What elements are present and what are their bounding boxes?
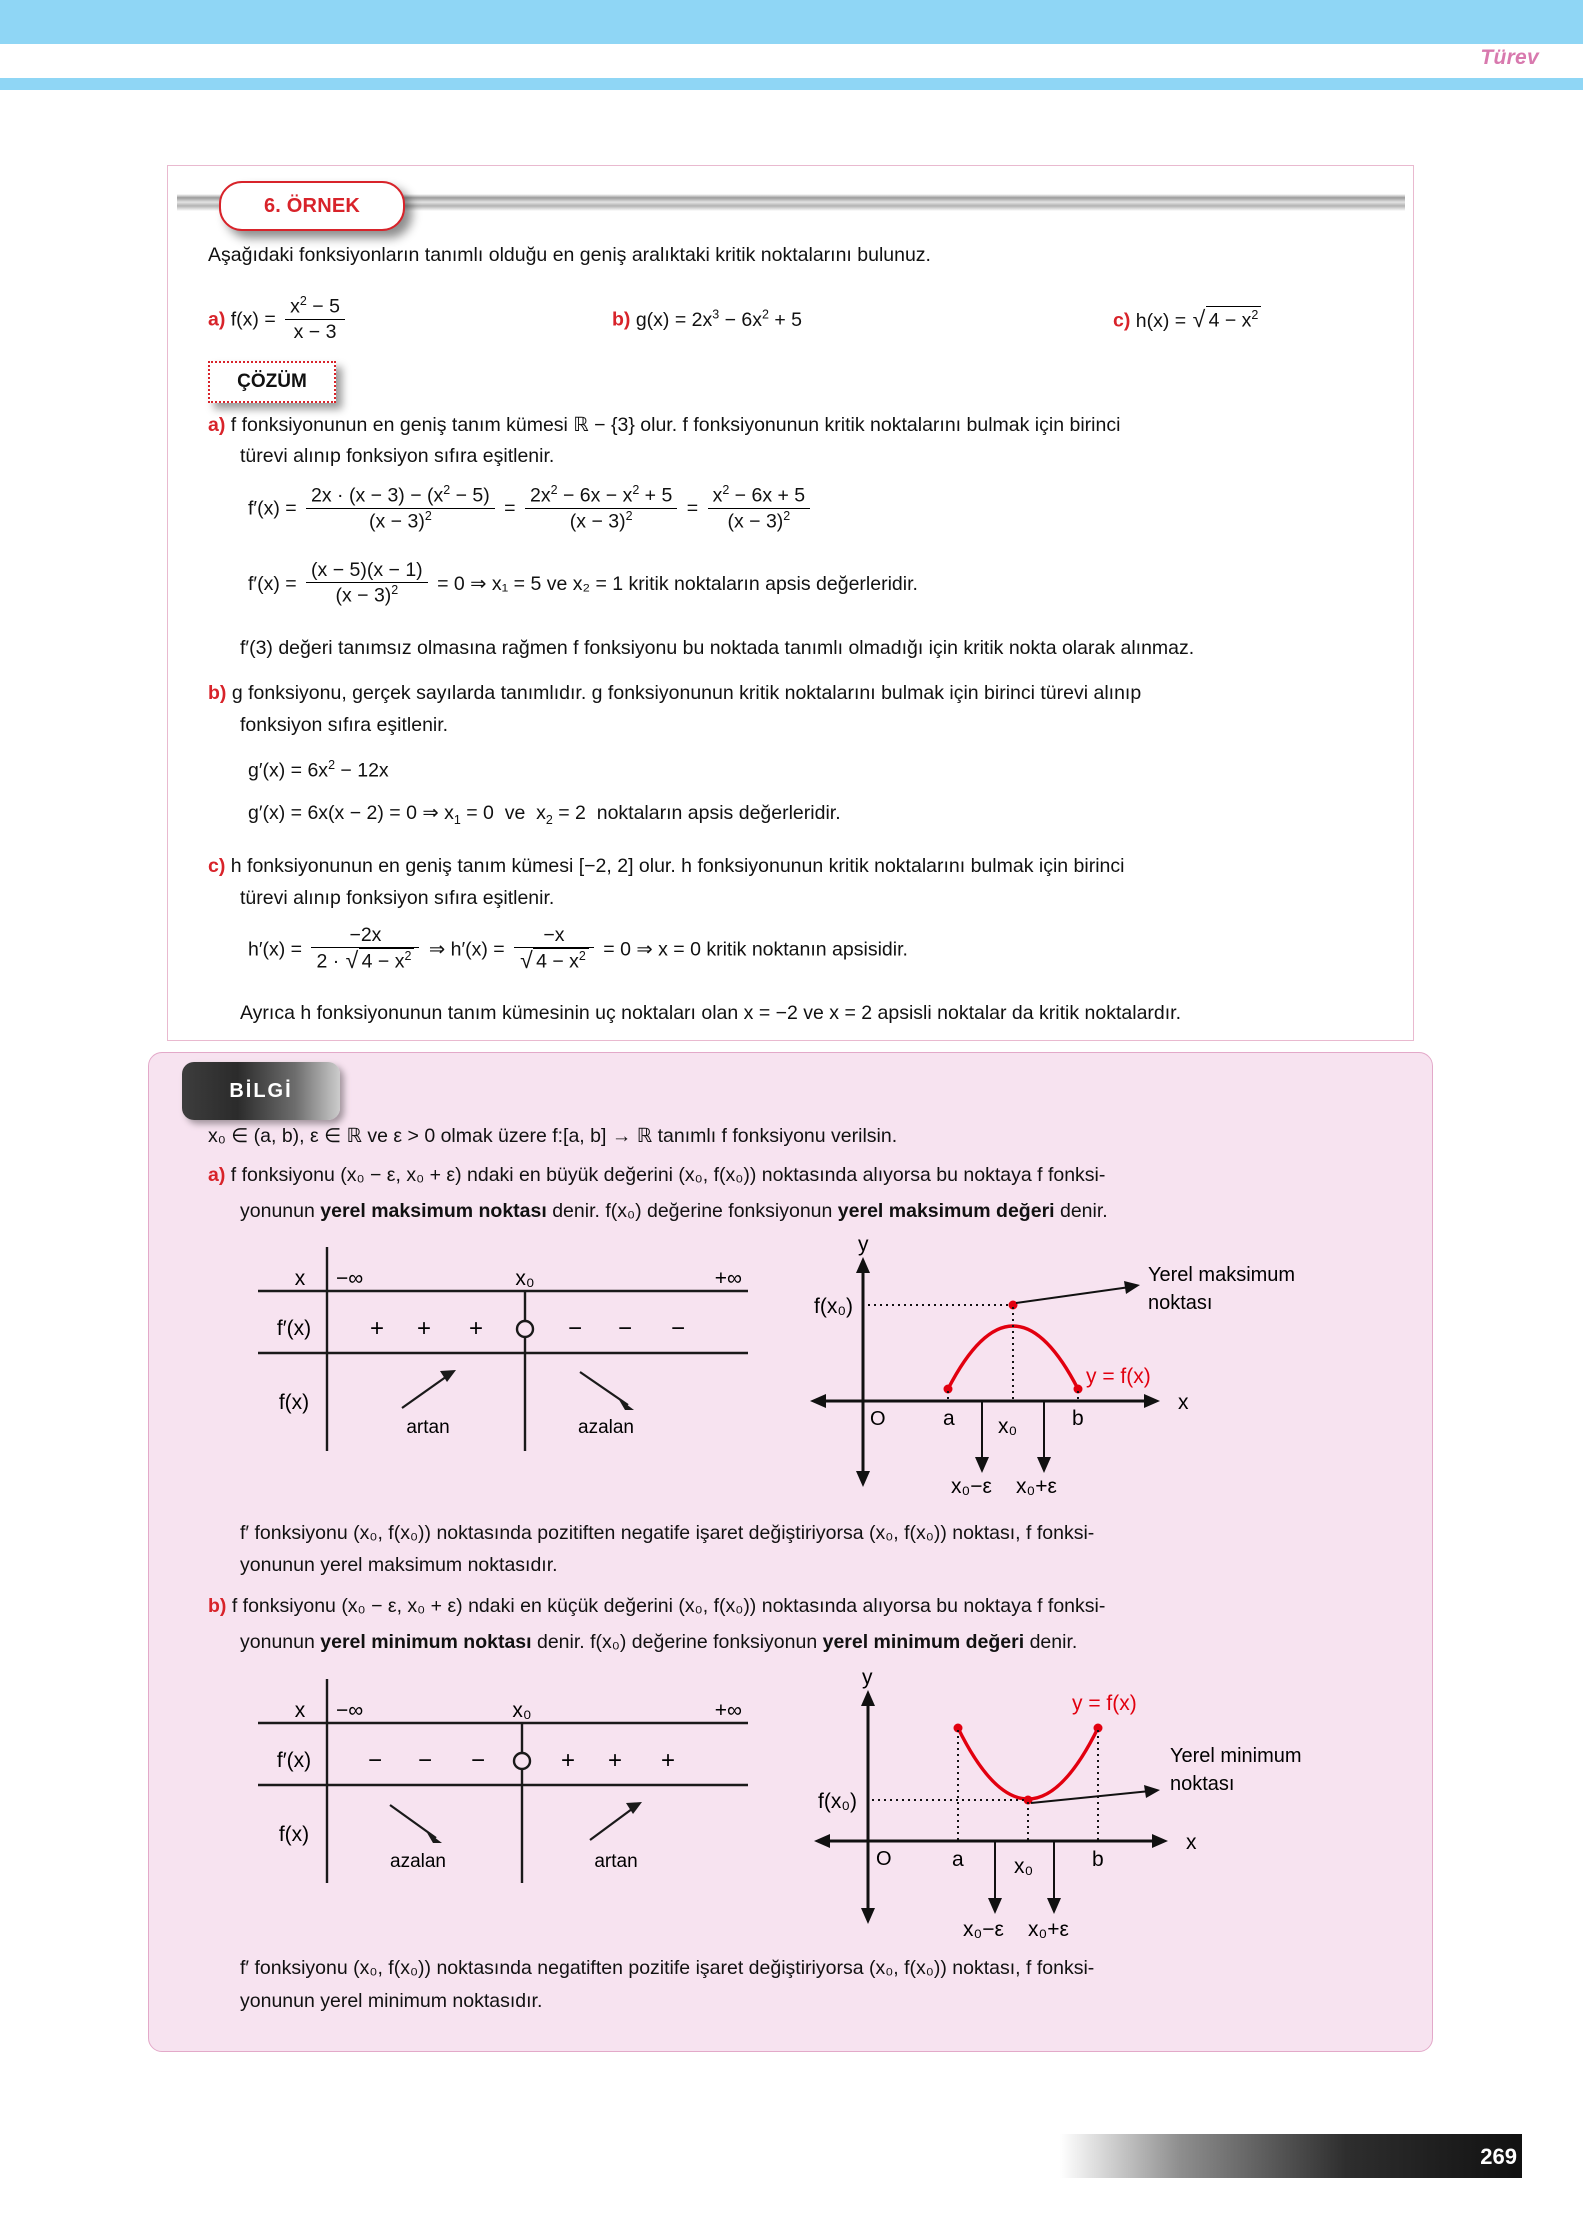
svg-text:+∞: +∞ [714,1699,742,1722]
svg-text:b: b [1072,1407,1084,1430]
example-badge [219,181,405,231]
svg-text:−∞: −∞ [336,1267,364,1290]
solution-c-den2: √ $4 - x^2$ [514,948,594,974]
solution-c-lhs: h′(x) = [248,938,303,961]
svg-text:x₀−ε: x₀−ε [951,1475,992,1495]
solution-a-f2-den: $(x - 3)^2$ [569,508,633,533]
info-b-point: (x₀, f(x₀)) [678,1595,757,1617]
svg-text:−: − [617,1315,633,1342]
solution-c-text1: h fonksiyonunun en geniş tanım kümesi [230,855,574,877]
solution-c-text1b: olur. h fonksiyonunun kritik noktalarını bulmak için birinci [638,855,1125,877]
solution-c-marker: c) [208,855,226,877]
svg-text:f(x₀): f(x₀) [818,1790,858,1813]
solution-a-f3-den: $(x - 3)^2$ [727,508,791,533]
solution-c-tail: = 0 ⇒ x = 0 kritik noktanın apsisidir. [603,938,908,961]
svg-text:x₀: x₀ [512,1699,532,1722]
svg-text:b: b [1092,1848,1104,1871]
solution-a-line1 [208,412,1120,438]
solution-a-text1: f fonksiyonunun en geniş tanım kümesi [230,414,568,436]
svg-text:x₀+ε: x₀+ε [1028,1918,1069,1938]
svg-text:+: + [468,1315,484,1342]
example-prompt: Aşağıdaki fonksiyonların tanımlı olduğu en geniş aralıktaki kritik noktalarını bulunuz. [208,244,931,266]
info-b-conclusion-2: yonunun yerel minimum noktasıdır. [240,1990,543,2012]
solution-a-fraction-2 [525,483,677,534]
solution-a-f1-den: $(x - 3)^2$ [369,508,432,533]
problem-a-lhs: f(x) = [230,308,276,331]
info-a-marker: a) [208,1164,226,1186]
problem-c-expr: h(x) = √ $4 - x^2$ [1136,310,1262,332]
info-b-marker: b) [208,1595,227,1617]
info-a-l2c: denir. f(x₀) değerine fonksiyonun [546,1200,838,1222]
solution-c-line2: türevi alınıp fonksiyon sıfıra eşitlenir. [240,887,555,909]
svg-text:x: x [1186,1831,1197,1854]
info-b-line1 [208,1593,1105,1619]
solution-badge [208,361,336,403]
info-intro: x₀ ∈ (a, b), ε ∈ ℝ ve ε > 0 olmak üzere f:[a, b] → ℝ tanımlı f fonksiyonu verilsin. [208,1125,898,1147]
solution-a-fraction-1 [306,483,495,534]
problem-a-fraction [285,294,345,344]
solution-a-fraction-3 [708,483,811,534]
info-a-post: noktasında alıyorsa bu noktaya f fonksi- [761,1164,1106,1186]
svg-text:x₀: x₀ [1014,1855,1034,1878]
graph-local-minimum [800,1658,1400,1938]
svg-text:f(x): f(x) [278,1823,310,1846]
svg-text:noktası: noktası [1148,1292,1213,1314]
info-b-l2a: yonunun [240,1631,321,1653]
solution-a-factored [248,560,918,609]
solution-a-marker: a) [208,414,226,436]
problem-b [612,306,802,333]
solution-c-mid: ⇒ h′(x) = [428,938,505,961]
problem-c [1113,306,1261,334]
problem-b-expr: $g(x) = 2x^3 - 6x^2 + 5$ [635,307,803,331]
svg-text:f(x): f(x) [278,1391,310,1414]
svg-text:O: O [870,1408,886,1430]
solution-c-num1: −2x [311,924,419,948]
chapter-title: Türev [1480,46,1539,69]
solution-a-result: = 0 ⇒ x₁ = 5 ve x₂ = 1 kritik noktaların apsis değerleridir. [437,572,918,595]
svg-text:a: a [952,1848,964,1871]
info-b-l2c: denir. f(x₀) değerine fonksiyonun [531,1631,823,1653]
svg-text:f′(x): f′(x) [276,1749,312,1772]
info-a-point: (x₀, f(x₀)) [678,1164,757,1186]
info-a-l2d: yerel maksimum değeri [837,1200,1055,1222]
svg-text:−∞: −∞ [336,1699,364,1722]
solution-a-line2: türevi alınıp fonksiyon sıfıra eşitlenir. [240,445,555,467]
graph-local-maximum [800,1225,1400,1495]
info-b-conclusion-1: f′ fonksiyonu (x₀, f(x₀)) noktasında negatiften pozitife işaret değiştiriyorsa (x₀, f(x₀)) noktası, f fonksi- [240,1957,1095,1979]
info-b-l2d: yerel minimum değeri [822,1631,1025,1653]
info-a-line1 [208,1162,1105,1188]
info-a-l2e: denir. [1054,1200,1108,1222]
svg-text:azalan: azalan [390,1851,446,1872]
info-a-l2b: yerel maksimum noktası [320,1200,547,1222]
solution-a-f3-num: $x^2 - 6x + 5$ [708,483,811,509]
svg-text:+: + [560,1747,576,1774]
info-a-conclusion-2: yonunun yerel maksimum noktasıdır. [240,1554,558,1576]
svg-text:x₀: x₀ [515,1267,535,1290]
svg-text:x: x [294,1267,306,1290]
problem-a [208,295,349,345]
solution-c-fraction-1 [311,924,419,974]
page-number: 269 [1480,2144,1517,2169]
info-a-pre: f fonksiyonu [230,1164,335,1186]
footer-bar [1060,2134,1522,2178]
problem-a-marker: a) [208,308,226,331]
solution-b-eq2: g′(x) = 6x(x − 2) = 0 ⇒ $x_1 = 0$ ve $x_2 = 2$ noktaların apsis değerleridir. [248,802,841,827]
problem-a-denominator: x − 3 [293,320,337,343]
solution-b-eq1: $g'(x) = 6x^2 - 12x$ [248,758,389,782]
solution-a-factored-fraction [306,559,428,608]
svg-text:Yerel maksimum: Yerel maksimum [1148,1264,1296,1286]
svg-text:+: + [416,1315,432,1342]
svg-text:+: + [607,1747,623,1774]
svg-text:+: + [660,1747,676,1774]
solution-a-f1-num: $2x \cdot (x - 3) - (x^2 - 5)$ [306,483,495,509]
svg-text:noktası: noktası [1170,1773,1235,1795]
info-b-mid: ndaki en küçük değerini [468,1595,673,1617]
svg-text:x₀: x₀ [998,1415,1018,1438]
solution-a-factored-lhs: f′(x) = [248,572,297,595]
example-badge-label: 6. ÖRNEK [263,194,361,217]
svg-text:x₀−ε: x₀−ε [963,1918,1004,1938]
header-top-bar [0,0,1583,44]
svg-text:y = f(x): y = f(x) [1086,1365,1151,1388]
svg-text:x: x [294,1699,306,1722]
svg-text:a: a [943,1407,955,1430]
svg-text:−: − [417,1747,433,1774]
problem-a-numerator: $x^2 - 5$ [285,294,345,320]
svg-text:−: − [367,1747,383,1774]
svg-text:x₀+ε: x₀+ε [1016,1475,1057,1495]
info-badge [182,1062,340,1120]
svg-text:y = f(x): y = f(x) [1072,1692,1137,1715]
solution-c-den1: 2 · √ $4 - x^2$ [311,948,419,974]
info-b-l2b: yerel minimum noktası [320,1631,532,1653]
svg-text:−: − [567,1315,583,1342]
info-b-l2e: denir. [1024,1631,1078,1653]
svg-text:artan: artan [594,1851,638,1872]
svg-text:O: O [876,1848,892,1870]
solution-a-note: f′(3) değeri tanımsız olmasına rağmen f fonksiyonu bu noktada tanımlı olmadığı için kritik nokta olarak alınmaz. [240,637,1195,659]
solution-b-line2: fonksiyon sıfıra eşitlenir. [240,714,449,736]
solution-c-set: [−2, 2] [578,855,634,877]
solution-c-fraction-2 [514,924,594,974]
solution-c-line1 [208,853,1124,879]
solution-b-text1: g fonksiyonu, gerçek sayılarda tanımlıdır. g fonksiyonunun kritik noktalarını bulmak için birinci türevi alınıp [231,682,1142,704]
info-a-mid: ndaki en büyük değerini [467,1164,673,1186]
svg-text:azalan: azalan [578,1417,634,1438]
sign-table-min [250,1675,760,1890]
solution-a-deriv-lhs: f′(x) = [248,497,297,520]
info-a-interval: (x₀ − ε, x₀ + ε) [340,1164,462,1186]
solution-b-marker: b) [208,682,227,704]
svg-text:+: + [369,1315,385,1342]
solution-b-line1 [208,680,1141,706]
info-a-l2a: yonunun [240,1200,321,1222]
solution-c-num2: −x [514,924,594,948]
info-b-line2 [240,1629,1077,1655]
solution-a-text1b: olur. f fonksiyonunun kritik noktalarını bulmak için birinci [640,414,1121,436]
svg-text:Yerel minimum: Yerel minimum [1170,1745,1302,1767]
problem-b-marker: b) [612,308,631,331]
solution-a-fact-num: (x − 5)(x − 1) [306,559,428,583]
solution-a-f2-num: $2x^2 - 6x - x^2 + 5$ [525,483,677,509]
info-a-conclusion-1: f′ fonksiyonu (x₀, f(x₀)) noktasında pozitiften negatife işaret değiştiriyorsa (x₀, f(x₀)) noktası, f fonksi- [240,1522,1095,1544]
info-b-post: noktasında alıyorsa bu noktaya f fonksi- [761,1595,1106,1617]
info-b-interval: (x₀ − ε, x₀ + ε) [341,1595,463,1617]
solution-badge-label: ÇÖZÜM [237,371,307,392]
solution-c-extra: Ayrıca h fonksiyonunun tanım kümesinin uç noktaları olan x = −2 ve x = 2 apsisli noktalar da kritik noktalardır. [240,1002,1182,1024]
info-badge-label: BİLGİ [229,1079,293,1102]
sign-table-max [250,1243,760,1458]
info-b-pre: f fonksiyonu [231,1595,336,1617]
svg-text:x: x [1178,1391,1189,1414]
svg-text:−: − [470,1747,486,1774]
problem-c-marker: c) [1113,309,1131,332]
header-bottom-bar [0,78,1583,90]
solution-a-fact-den: $(x - 3)^2$ [335,583,399,607]
solution-c-derivative [248,925,908,975]
svg-text:artan: artan [406,1417,450,1438]
svg-text:y: y [862,1666,873,1689]
svg-text:f(x₀): f(x₀) [814,1295,854,1318]
svg-text:f′(x): f′(x) [276,1317,312,1340]
solution-a-derivative-chain: f′(x) = $\frac{2x \cdot (x - 3) - (x^2 - 5)}{(x - 3)^2}$ = $\frac{2x^2 - 6x - x^2 + 5}{(x - 3)^2}$ = $\frac{x^2 - 6x + 5}{(x - 3)^2}$ [248,484,814,535]
svg-text:+∞: +∞ [714,1267,742,1290]
solution-a-set: ℝ − {3} [573,414,635,436]
svg-text:−: − [670,1315,686,1342]
header-white-band [0,44,1583,78]
svg-text:y: y [858,1233,869,1256]
info-a-line2 [240,1198,1108,1224]
